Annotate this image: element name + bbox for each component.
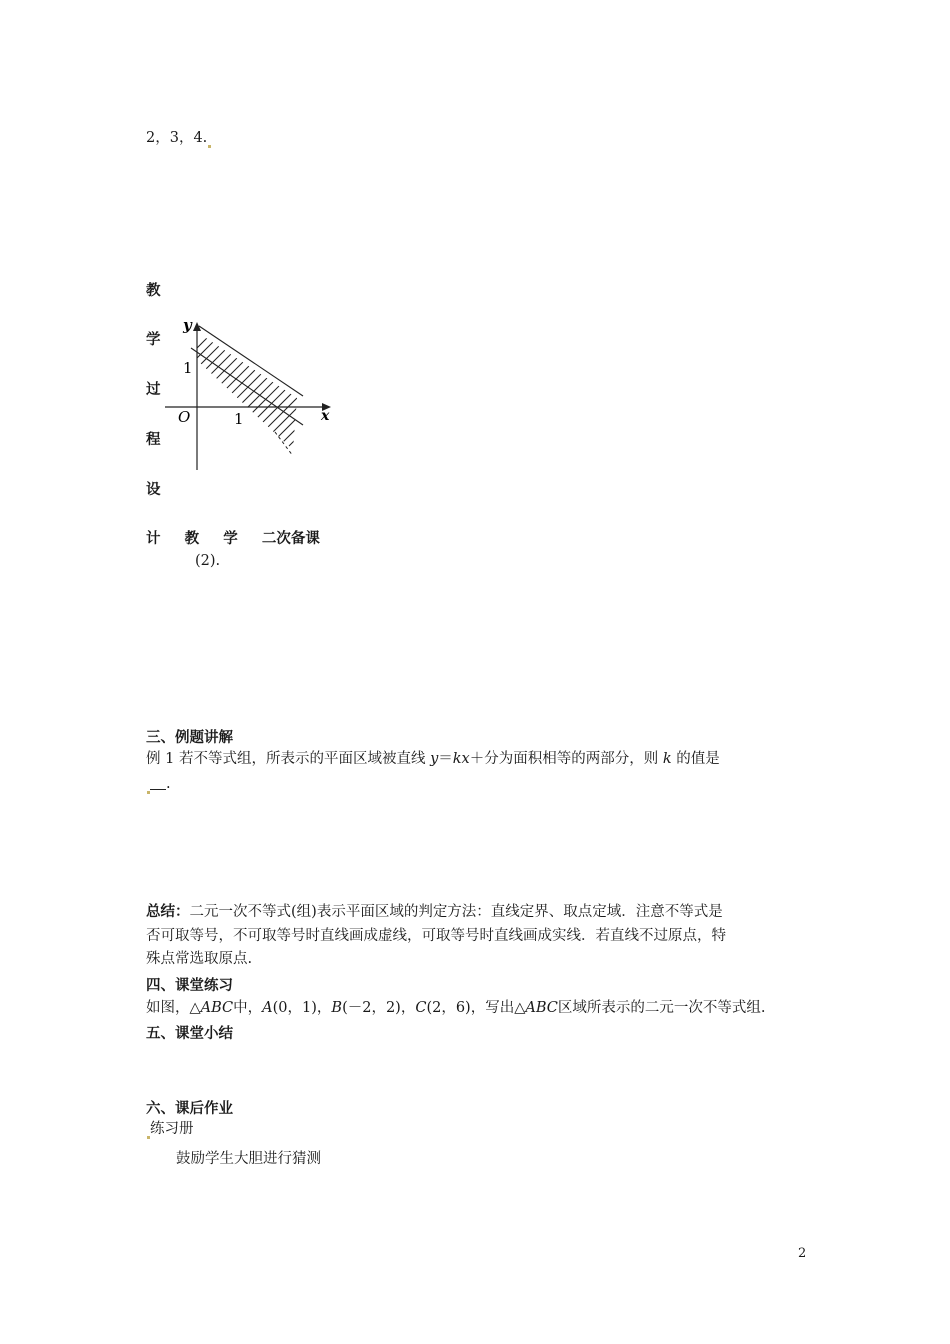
summary-line2: 否可取等号，不可取等号时直线画成虚线，可取等号时直线画成实线．若直线不过原点，特 — [146, 928, 726, 944]
example-1-line1: 例 1 若不等式组，所表示的平面区域被直线 y＝kx＋分为面积相等的两部分，则 k 的值是 — [146, 751, 720, 767]
page-number: 2 — [798, 1246, 807, 1261]
section-3-title: 三、例题讲解 — [146, 730, 233, 746]
answer-blank — [150, 779, 166, 790]
homework-item2: 鼓励学生大胆进行猜测 — [176, 1151, 321, 1167]
example-1-line2: . — [146, 774, 171, 794]
section-6-title: 六、课后作业 — [146, 1101, 233, 1117]
edit-mark — [208, 145, 211, 148]
homework-item1: 练习册 — [146, 1119, 194, 1139]
y-axis-label: y — [183, 316, 192, 334]
origin-label: O — [178, 408, 191, 426]
boundary-line-lower — [191, 348, 303, 425]
summary-line3: 殊点常选取原点. — [146, 951, 253, 967]
vertical-heading-char: 程 — [146, 432, 161, 448]
summary-line1: 总结：二元一次不等式(组)表示平面区域的判定方法：直线定界、取点定域．注意不等式是 — [146, 904, 723, 920]
vertical-heading-char: 教 — [146, 283, 161, 299]
top-line: 2，3，4. — [146, 128, 211, 148]
x-axis-label: x — [321, 408, 330, 424]
section-4-title: 四、课堂练习 — [146, 978, 233, 994]
x-tick-label: 1 — [234, 410, 244, 428]
practice-text: 如图，△ABC中，A(0，1)，B(－2，2)，C(2，6)，写出△ABC区域所表示的二元一次不等式组. — [146, 1000, 766, 1016]
header-row: 计 教 学 二次备课 — [146, 531, 320, 547]
vertical-heading-char: 过 — [146, 382, 161, 398]
section-5-title: 五、课堂小结 — [146, 1026, 233, 1042]
figure-caption: (2). — [195, 553, 221, 569]
vertical-heading-char: 设 — [146, 482, 161, 498]
vertical-heading-char: 学 — [146, 332, 161, 348]
y-tick-label: 1 — [183, 359, 193, 377]
edit-mark — [147, 791, 150, 794]
region-figure — [165, 310, 345, 475]
